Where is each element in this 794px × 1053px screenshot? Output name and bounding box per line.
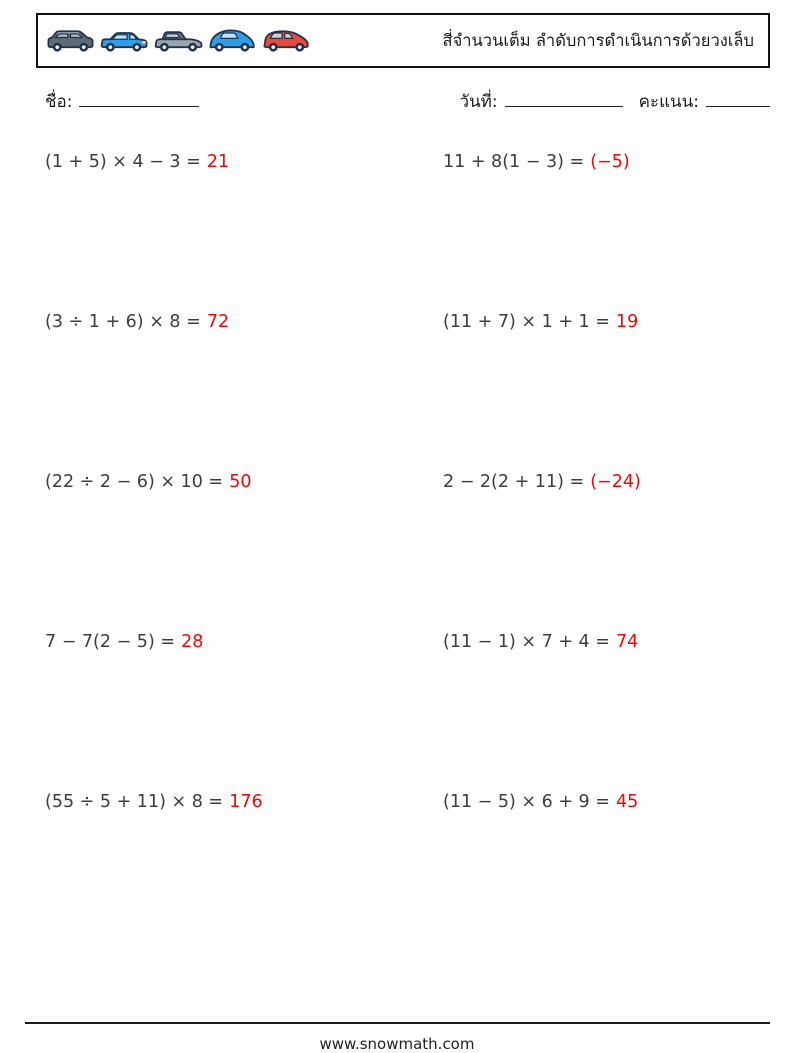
problem-answer: 21 [206,152,230,172]
date-field [459,89,622,115]
problem-answer: 19 [616,312,639,332]
problem-item [45,792,443,812]
problem-item [443,152,794,172]
problem-expression: (55 ÷ 5 + 11) × 8 = [45,792,224,812]
name-blank-line [79,106,199,107]
problem-answer: 74 [616,632,639,652]
footer-divider [25,1022,770,1024]
problem-item [45,152,443,172]
problem-expression: (22 ÷ 2 − 6) × 10 = [45,472,224,492]
problem-item [45,472,443,492]
sedan-car-icon [98,27,151,55]
problem-expression: (11 + 7) × 1 + 1 = [443,312,610,332]
score-blank-line [706,106,770,107]
problems-grid [0,152,794,952]
date-score-group [459,89,770,115]
score-label: คะแนน: [638,92,699,112]
problem-item [443,632,794,652]
problem-expression: 7 − 7(2 − 5) = [45,632,175,652]
problem-expression: (3 ÷ 1 + 6) × 8 = [45,312,201,332]
suv-car-icon [44,27,97,55]
problem-answer: 50 [229,472,252,492]
problem-expression: 2 − 2(2 + 11) = [443,472,585,492]
problem-item [45,632,443,652]
name-field [45,89,199,115]
problem-answer: 45 [616,792,639,812]
footer-url: www.snowmath.com [319,1035,475,1053]
hatchback-car-icon [260,27,313,55]
problem-item [443,312,794,332]
fields-row [45,89,770,115]
beetle-car-icon [206,27,259,55]
worksheet-title: สี่จำนวนเต็ม ลำดับการดำเนินการด้วยวงเล็บ [442,30,754,50]
name-label: ชื่อ: [45,92,73,112]
problem-answer: 72 [206,312,230,332]
problem-answer: 176 [229,792,263,812]
date-blank-line [505,106,623,107]
worksheet-header [36,13,770,68]
problem-item [443,792,794,812]
page-footer [0,1022,794,1053]
problem-expression: (1 + 5) × 4 − 3 = [45,152,201,172]
car-icon-row [44,27,313,55]
problem-expression: (11 − 5) × 6 + 9 = [443,792,610,812]
problem-item [45,312,443,332]
classic-car-icon [152,27,205,55]
problem-item [443,472,794,492]
score-field [639,89,770,115]
problem-answer: (−5) [590,152,630,172]
problem-expression: (11 − 1) × 7 + 4 = [443,632,610,652]
problem-expression: 11 + 8(1 − 3) = [443,152,585,172]
problem-answer: (−24) [590,472,641,492]
problem-answer: 28 [181,632,204,652]
date-label: วันที่: [459,92,498,112]
